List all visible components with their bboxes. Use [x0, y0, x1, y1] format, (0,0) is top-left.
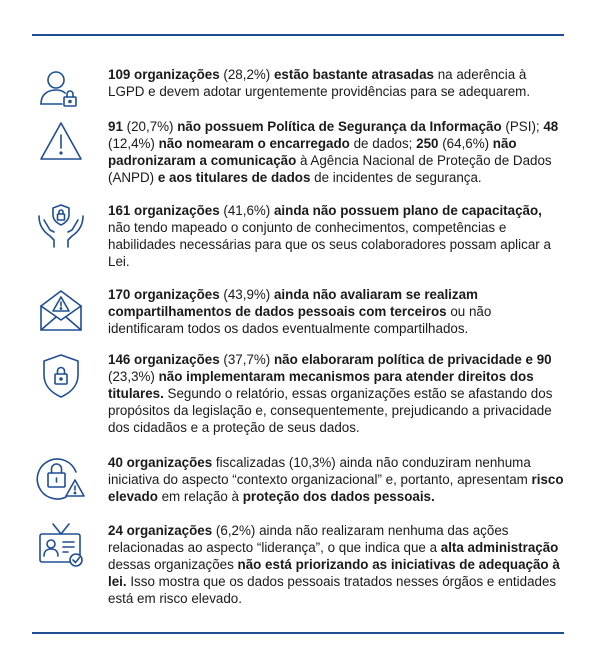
- bold-run: não possuem Política de Segurança da Informação: [177, 119, 502, 134]
- text-run: (43,9%): [219, 287, 274, 302]
- bold-run: não está priorizando as iniciativas de adequação à lei.: [108, 557, 560, 589]
- bold-run: ainda não possuem plano de capacitação,: [273, 203, 542, 218]
- top-divider: [32, 34, 564, 36]
- text-run: (28,2%): [219, 67, 274, 82]
- bold-run: não implementaram mecanismos para atender direitos dos titulares.: [108, 369, 534, 401]
- text-run: fiscalizadas (10,3%) ainda não conduziram nenhuma iniciativa do aspecto “contexto organizacional” e, portanto, apresentam: [108, 455, 532, 487]
- lock-warning-icon: [36, 454, 86, 504]
- bold-run: não padronizaram a comunicação: [108, 136, 517, 168]
- shield-lock-icon: [36, 351, 86, 401]
- finding-text: [108, 454, 564, 505]
- text-run: (12,4%): [108, 136, 159, 151]
- finding-text: [108, 522, 564, 607]
- bold-run: ainda não avaliaram se realizam compartilhamentos de dados pessoais com terceiros: [108, 287, 478, 319]
- warning-triangle-icon: [36, 118, 86, 168]
- text-run: de dados;: [349, 136, 417, 151]
- bottom-divider: [32, 632, 564, 634]
- text-run: na aderência à LGPD e devem adotar urgentemente providências para se adequarem.: [108, 67, 531, 99]
- bold-run: 90: [536, 352, 552, 367]
- envelope-warning-icon: [36, 286, 86, 336]
- bold-run: 24 organizações: [108, 523, 213, 538]
- bold-run: alta administração: [440, 540, 559, 555]
- user-lock-icon: [36, 66, 86, 116]
- bold-run: 170 organizações: [108, 287, 220, 302]
- text-run: à Agência Nacional de Proteção de Dados (ANPD): [108, 153, 552, 185]
- text-run: Isso mostra que os dados pessoais tratados nesses órgãos e entidades está em risco elevado.: [108, 574, 557, 606]
- finding-text: [108, 66, 564, 100]
- bold-run: 161 organizações: [108, 203, 220, 218]
- text-run: (20,7%): [122, 119, 178, 134]
- bold-run: não elaboraram política de privacidade e: [273, 352, 533, 367]
- id-badge-check-icon: [36, 522, 86, 572]
- finding-text: [108, 286, 564, 337]
- finding-text: [108, 351, 564, 436]
- bold-run: 250: [416, 136, 439, 151]
- bold-run: risco elevado: [108, 472, 564, 504]
- bold-run: 40 organizações: [108, 455, 213, 470]
- bold-run: 109 organizações: [108, 67, 220, 82]
- text-run: (64,6%): [438, 136, 493, 151]
- finding-text: [108, 202, 564, 270]
- text-run: Segundo o relatório, essas organizações estão se afastando dos propósitos da legislação e, consequentemente, prejudicando a privacidade dos cidadãos e a proteção de seus dados.: [108, 386, 553, 435]
- bold-run: não nomearam o encarregado: [158, 136, 350, 151]
- bold-run: 91: [108, 119, 123, 134]
- bold-run: estão bastante atrasadas: [273, 67, 435, 82]
- text-run: (6,2%) ainda não realizaram nenhuma das ações relacionadas ao aspecto “liderança”, o que indica que a: [108, 523, 509, 555]
- bold-run: 48: [543, 119, 559, 134]
- text-run: (23,3%): [108, 369, 159, 384]
- bold-run: e aos titulares de dados: [157, 170, 311, 185]
- bold-run: proteção dos dados pessoais.: [242, 489, 435, 504]
- text-run: dessas organizações: [108, 557, 238, 572]
- text-run: (37,7%): [219, 352, 274, 367]
- finding-text: [108, 118, 564, 186]
- text-run: (41,6%): [219, 203, 274, 218]
- hands-shield-icon: [36, 202, 86, 252]
- text-run: em relação à: [157, 489, 243, 504]
- text-run: não tendo mapeado o conjunto de conhecimentos, competências e habilidades necessárias para que os seus colaboradores possam aplicar a Lei.: [108, 220, 551, 269]
- bold-run: 146 organizações: [108, 352, 220, 367]
- text-run: (PSI);: [501, 119, 544, 134]
- text-run: de incidentes de segurança.: [310, 170, 482, 185]
- text-run: ou não identificaram todos os dados eventualmente compartilhados.: [108, 304, 492, 336]
